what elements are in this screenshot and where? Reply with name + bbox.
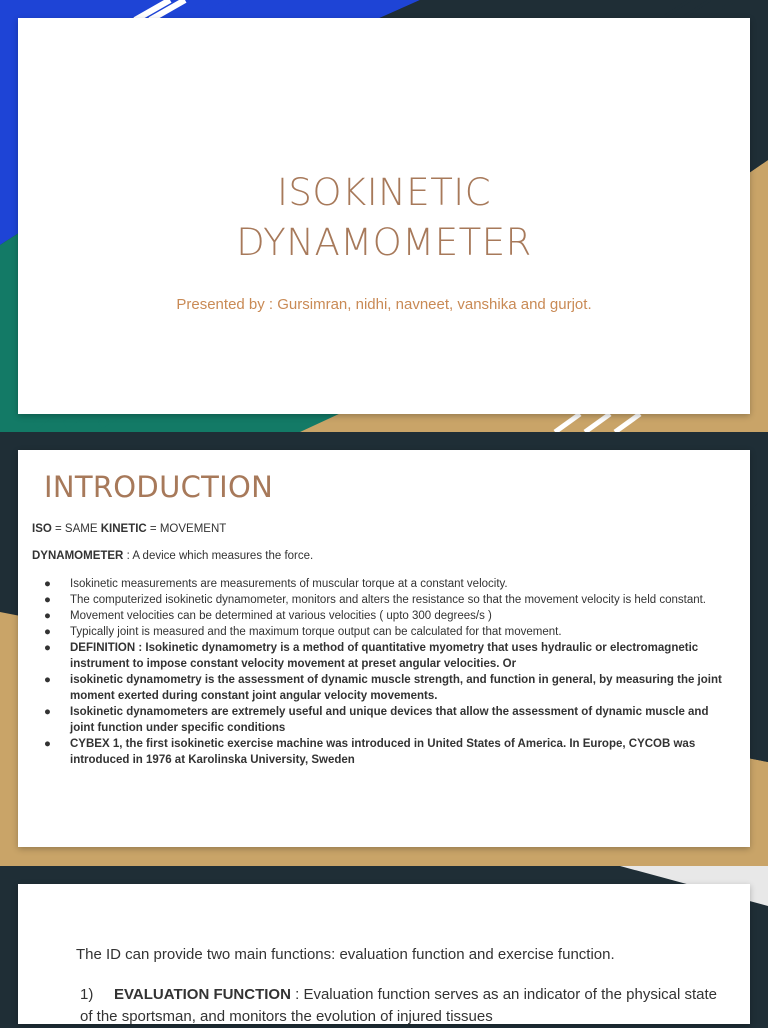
iso-definition: ISO = SAME KINETIC = MOVEMENT — [32, 523, 227, 535]
list-item: ● Isokinetic dynamometers are extremely useful and unique devices that allow the assessment of dynamic muscle and joint function under specific conditions — [44, 706, 709, 734]
bullet-icon: ● — [44, 642, 51, 654]
bullet-icon: ● — [44, 626, 51, 638]
title-line-2: DYNAMOMETER — [236, 221, 532, 264]
introduction-bullet-list — [32, 576, 722, 768]
list-item: ● Typically joint is measured and the maximum torque output can be calculated for that movement. — [44, 626, 562, 638]
list-item: ● CYBEX 1, the first isokinetic exercise machine was introduced in United States of America. In Europe, CYCOB was introduced in 1976 at Karolinska University, Sweden — [44, 738, 696, 766]
functions-slide — [18, 884, 750, 1024]
bullet-icon: ● — [44, 610, 51, 622]
list-item: ● Movement velocities can be determined at various velocities ( upto 300 degrees/s ) — [44, 610, 492, 622]
title-slide — [18, 18, 750, 414]
list-item: ● The computerized isokinetic dynamometer, monitors and alters the resistance so that the movement velocity is held constant. — [44, 594, 707, 606]
bullet-icon: ● — [44, 706, 51, 718]
presenters-subtitle: Presented by : Gursimran, nidhi, navneet, vanshika and gurjot. — [176, 296, 592, 313]
item-text: : Evaluation function serves as an indicator of the physical state of the sportsman, and monitors the evolution of injured tissues — [80, 986, 718, 1025]
list-item: ● Isokinetic measurements are measurements of muscular torque at a constant velocity. — [44, 578, 508, 590]
evaluation-function-item — [80, 984, 720, 1028]
bullet-icon: ● — [44, 738, 51, 750]
title-line-1: ISOKINETIC — [276, 171, 492, 214]
introduction-heading: INTRODUCTION — [44, 470, 274, 504]
item-number: 1) — [80, 986, 94, 1003]
introduction-body — [32, 522, 722, 768]
bullet-icon: ● — [44, 578, 51, 590]
item-label: EVALUATION FUNCTION — [114, 986, 291, 1003]
slide-title — [18, 168, 750, 268]
bullet-icon: ● — [44, 674, 51, 686]
bullet-icon: ● — [44, 594, 51, 606]
introduction-slide — [18, 450, 750, 847]
functions-intro-text: The ID can provide two main functions: evaluation function and exercise function. — [76, 946, 615, 963]
list-item: ● isokinetic dynamometry is the assessment of dynamic muscle strength, and function in general, by measuring the joint moment exerted during constant joint angular velocity movements. — [44, 674, 722, 702]
list-item: ● DEFINITION : Isokinetic dynamometry is a method of quantitative myometry that uses hydraulic or electromagnetic instrument to impose constant velocity movement at preset angular velocities. Or — [44, 642, 699, 670]
dynamometer-definition: DYNAMOMETER : A device which measures the force. — [32, 550, 314, 562]
